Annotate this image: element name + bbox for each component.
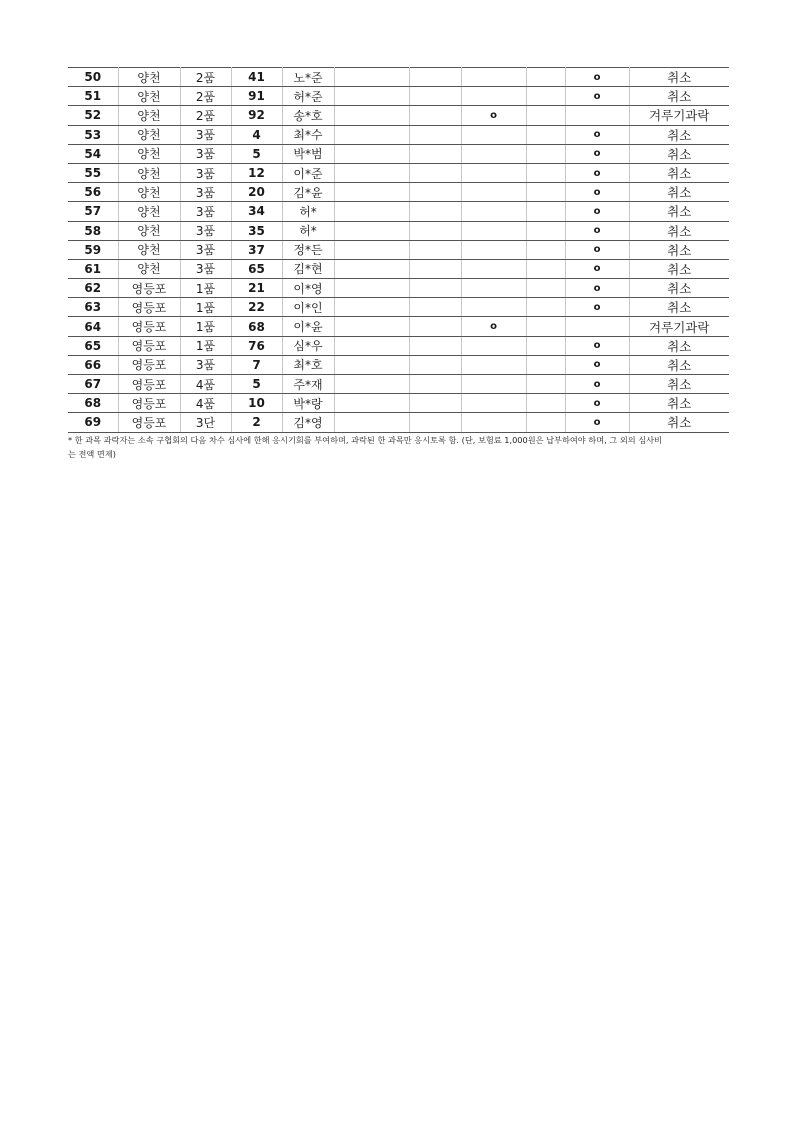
exam-number-cell: 7 bbox=[231, 355, 282, 374]
table-row bbox=[68, 240, 729, 259]
check-cell-1 bbox=[334, 240, 409, 259]
footnote-line-1: * 한 과목 과락자는 소속 구협회의 다음 차수 심사에 한해 응시기회를 부여하며, 과락된 한 과목만 응시토록 함. (단, 보험료 1,000원은 납부하여야 하며, 그 외의 심사비 bbox=[68, 435, 662, 445]
grade-cell: 3품 bbox=[180, 221, 231, 240]
check-cell-5 bbox=[565, 317, 629, 336]
table-row bbox=[68, 106, 729, 125]
name-cell: 김*윤 bbox=[282, 183, 334, 202]
check-cell-1 bbox=[334, 336, 409, 355]
name-cell: 허*준 bbox=[282, 87, 334, 106]
check-cell-3 bbox=[461, 87, 526, 106]
check-cell-1 bbox=[334, 413, 409, 432]
name-cell: 심*우 bbox=[282, 336, 334, 355]
check-cell-2 bbox=[409, 317, 461, 336]
branch-cell: 양천 bbox=[118, 183, 180, 202]
check-cell-4 bbox=[526, 240, 565, 259]
check-cell-4 bbox=[526, 87, 565, 106]
result-cell: 취소 bbox=[629, 259, 729, 278]
check-cell-4 bbox=[526, 68, 565, 87]
exam-number-cell: 34 bbox=[231, 202, 282, 221]
branch-cell: 영등포 bbox=[118, 336, 180, 355]
check-cell-5: o bbox=[565, 183, 629, 202]
name-cell: 송*호 bbox=[282, 106, 334, 125]
check-cell-3: o bbox=[461, 317, 526, 336]
check-cell-3 bbox=[461, 163, 526, 182]
check-cell-4 bbox=[526, 413, 565, 432]
grade-cell: 2품 bbox=[180, 87, 231, 106]
check-cell-3 bbox=[461, 202, 526, 221]
check-cell-2 bbox=[409, 240, 461, 259]
check-cell-3 bbox=[461, 125, 526, 144]
result-cell: 취소 bbox=[629, 144, 729, 163]
row-number: 62 bbox=[68, 279, 118, 298]
grade-cell: 3품 bbox=[180, 183, 231, 202]
name-cell: 최*수 bbox=[282, 125, 334, 144]
result-cell: 취소 bbox=[629, 336, 729, 355]
grade-cell: 3품 bbox=[180, 202, 231, 221]
check-cell-1 bbox=[334, 144, 409, 163]
branch-cell: 영등포 bbox=[118, 375, 180, 394]
check-cell-2 bbox=[409, 279, 461, 298]
row-number: 57 bbox=[68, 202, 118, 221]
result-cell: 취소 bbox=[629, 413, 729, 432]
check-cell-5: o bbox=[565, 298, 629, 317]
check-cell-5: o bbox=[565, 221, 629, 240]
check-cell-2 bbox=[409, 163, 461, 182]
branch-cell: 양천 bbox=[118, 106, 180, 125]
row-number: 66 bbox=[68, 355, 118, 374]
check-cell-4 bbox=[526, 106, 565, 125]
name-cell: 이*영 bbox=[282, 279, 334, 298]
check-cell-2 bbox=[409, 259, 461, 278]
check-cell-5 bbox=[565, 106, 629, 125]
grade-cell: 3품 bbox=[180, 144, 231, 163]
check-cell-1 bbox=[334, 87, 409, 106]
grade-cell: 2품 bbox=[180, 68, 231, 87]
check-cell-1 bbox=[334, 163, 409, 182]
check-cell-4 bbox=[526, 259, 565, 278]
result-cell: 취소 bbox=[629, 355, 729, 374]
table-row bbox=[68, 202, 729, 221]
check-cell-1 bbox=[334, 298, 409, 317]
branch-cell: 양천 bbox=[118, 221, 180, 240]
exam-number-cell: 68 bbox=[231, 317, 282, 336]
exam-number-cell: 12 bbox=[231, 163, 282, 182]
row-number: 54 bbox=[68, 144, 118, 163]
result-cell: 취소 bbox=[629, 394, 729, 413]
check-cell-5: o bbox=[565, 279, 629, 298]
check-cell-4 bbox=[526, 221, 565, 240]
footnote bbox=[68, 433, 738, 461]
check-cell-1 bbox=[334, 125, 409, 144]
grade-cell: 3품 bbox=[180, 355, 231, 374]
check-cell-3 bbox=[461, 183, 526, 202]
check-cell-1 bbox=[334, 394, 409, 413]
name-cell: 주*재 bbox=[282, 375, 334, 394]
result-cell: 취소 bbox=[629, 68, 729, 87]
table-row bbox=[68, 144, 729, 163]
check-cell-3 bbox=[461, 259, 526, 278]
branch-cell: 영등포 bbox=[118, 298, 180, 317]
branch-cell: 양천 bbox=[118, 125, 180, 144]
row-number: 51 bbox=[68, 87, 118, 106]
exam-number-cell: 92 bbox=[231, 106, 282, 125]
check-cell-5: o bbox=[565, 240, 629, 259]
result-cell: 취소 bbox=[629, 279, 729, 298]
result-cell: 취소 bbox=[629, 202, 729, 221]
check-cell-5: o bbox=[565, 394, 629, 413]
branch-cell: 양천 bbox=[118, 259, 180, 278]
branch-cell: 양천 bbox=[118, 202, 180, 221]
name-cell: 정*든 bbox=[282, 240, 334, 259]
name-cell: 박*랑 bbox=[282, 394, 334, 413]
table-row bbox=[68, 298, 729, 317]
exam-number-cell: 5 bbox=[231, 144, 282, 163]
branch-cell: 영등포 bbox=[118, 413, 180, 432]
check-cell-2 bbox=[409, 144, 461, 163]
check-cell-4 bbox=[526, 279, 565, 298]
check-cell-4 bbox=[526, 125, 565, 144]
check-cell-5: o bbox=[565, 68, 629, 87]
check-cell-4 bbox=[526, 375, 565, 394]
branch-cell: 양천 bbox=[118, 68, 180, 87]
check-cell-3 bbox=[461, 355, 526, 374]
table-row bbox=[68, 394, 729, 413]
check-cell-3 bbox=[461, 394, 526, 413]
row-number: 67 bbox=[68, 375, 118, 394]
check-cell-1 bbox=[334, 106, 409, 125]
result-cell: 취소 bbox=[629, 163, 729, 182]
check-cell-4 bbox=[526, 317, 565, 336]
table-row bbox=[68, 355, 729, 374]
check-cell-1 bbox=[334, 183, 409, 202]
check-cell-4 bbox=[526, 394, 565, 413]
check-cell-2 bbox=[409, 298, 461, 317]
check-cell-2 bbox=[409, 106, 461, 125]
check-cell-2 bbox=[409, 394, 461, 413]
table-row bbox=[68, 317, 729, 336]
exam-number-cell: 65 bbox=[231, 259, 282, 278]
check-cell-4 bbox=[526, 144, 565, 163]
check-cell-5: o bbox=[565, 375, 629, 394]
result-cell: 취소 bbox=[629, 298, 729, 317]
check-cell-2 bbox=[409, 355, 461, 374]
table-row bbox=[68, 413, 729, 432]
results-table-body bbox=[68, 68, 729, 433]
exam-number-cell: 35 bbox=[231, 221, 282, 240]
check-cell-1 bbox=[334, 375, 409, 394]
result-cell: 취소 bbox=[629, 221, 729, 240]
exam-number-cell: 76 bbox=[231, 336, 282, 355]
check-cell-4 bbox=[526, 298, 565, 317]
check-cell-3 bbox=[461, 279, 526, 298]
exam-number-cell: 2 bbox=[231, 413, 282, 432]
name-cell: 최*호 bbox=[282, 355, 334, 374]
check-cell-5: o bbox=[565, 125, 629, 144]
grade-cell: 4품 bbox=[180, 394, 231, 413]
check-cell-3 bbox=[461, 298, 526, 317]
check-cell-5: o bbox=[565, 355, 629, 374]
check-cell-1 bbox=[334, 259, 409, 278]
table-row bbox=[68, 259, 729, 278]
name-cell: 이*윤 bbox=[282, 317, 334, 336]
table-row bbox=[68, 279, 729, 298]
branch-cell: 양천 bbox=[118, 87, 180, 106]
check-cell-2 bbox=[409, 413, 461, 432]
check-cell-4 bbox=[526, 183, 565, 202]
result-cell: 취소 bbox=[629, 125, 729, 144]
row-number: 53 bbox=[68, 125, 118, 144]
check-cell-5: o bbox=[565, 144, 629, 163]
row-number: 56 bbox=[68, 183, 118, 202]
check-cell-3 bbox=[461, 336, 526, 355]
check-cell-2 bbox=[409, 183, 461, 202]
check-cell-2 bbox=[409, 87, 461, 106]
table-row bbox=[68, 87, 729, 106]
row-number: 50 bbox=[68, 68, 118, 87]
row-number: 55 bbox=[68, 163, 118, 182]
check-cell-1 bbox=[334, 355, 409, 374]
check-cell-5: o bbox=[565, 202, 629, 221]
branch-cell: 영등포 bbox=[118, 394, 180, 413]
table-row bbox=[68, 375, 729, 394]
check-cell-1 bbox=[334, 279, 409, 298]
grade-cell: 3단 bbox=[180, 413, 231, 432]
check-cell-4 bbox=[526, 355, 565, 374]
check-cell-2 bbox=[409, 375, 461, 394]
exam-number-cell: 41 bbox=[231, 68, 282, 87]
results-table bbox=[68, 67, 729, 433]
result-cell: 겨루기과락 bbox=[629, 317, 729, 336]
result-cell: 취소 bbox=[629, 87, 729, 106]
row-number: 65 bbox=[68, 336, 118, 355]
check-cell-3 bbox=[461, 221, 526, 240]
grade-cell: 4품 bbox=[180, 375, 231, 394]
exam-number-cell: 5 bbox=[231, 375, 282, 394]
grade-cell: 3품 bbox=[180, 240, 231, 259]
grade-cell: 1품 bbox=[180, 279, 231, 298]
check-cell-2 bbox=[409, 125, 461, 144]
check-cell-1 bbox=[334, 317, 409, 336]
name-cell: 허* bbox=[282, 221, 334, 240]
name-cell: 이*준 bbox=[282, 163, 334, 182]
table-row bbox=[68, 221, 729, 240]
grade-cell: 3품 bbox=[180, 163, 231, 182]
name-cell: 김*영 bbox=[282, 413, 334, 432]
check-cell-3 bbox=[461, 68, 526, 87]
check-cell-2 bbox=[409, 221, 461, 240]
branch-cell: 양천 bbox=[118, 163, 180, 182]
check-cell-1 bbox=[334, 202, 409, 221]
row-number: 59 bbox=[68, 240, 118, 259]
name-cell: 허* bbox=[282, 202, 334, 221]
grade-cell: 2품 bbox=[180, 106, 231, 125]
row-number: 52 bbox=[68, 106, 118, 125]
check-cell-4 bbox=[526, 336, 565, 355]
row-number: 61 bbox=[68, 259, 118, 278]
check-cell-1 bbox=[334, 68, 409, 87]
grade-cell: 1품 bbox=[180, 336, 231, 355]
check-cell-2 bbox=[409, 68, 461, 87]
check-cell-1 bbox=[334, 221, 409, 240]
branch-cell: 영등포 bbox=[118, 355, 180, 374]
exam-number-cell: 21 bbox=[231, 279, 282, 298]
table-row bbox=[68, 163, 729, 182]
result-cell: 취소 bbox=[629, 375, 729, 394]
check-cell-5: o bbox=[565, 413, 629, 432]
check-cell-3: o bbox=[461, 106, 526, 125]
table-row bbox=[68, 336, 729, 355]
result-cell: 겨루기과락 bbox=[629, 106, 729, 125]
row-number: 64 bbox=[68, 317, 118, 336]
grade-cell: 3품 bbox=[180, 125, 231, 144]
check-cell-3 bbox=[461, 413, 526, 432]
check-cell-5: o bbox=[565, 259, 629, 278]
result-cell: 취소 bbox=[629, 240, 729, 259]
branch-cell: 영등포 bbox=[118, 279, 180, 298]
check-cell-5: o bbox=[565, 87, 629, 106]
branch-cell: 양천 bbox=[118, 144, 180, 163]
row-number: 68 bbox=[68, 394, 118, 413]
grade-cell: 1품 bbox=[180, 298, 231, 317]
name-cell: 김*현 bbox=[282, 259, 334, 278]
row-number: 63 bbox=[68, 298, 118, 317]
row-number: 58 bbox=[68, 221, 118, 240]
exam-number-cell: 20 bbox=[231, 183, 282, 202]
check-cell-5: o bbox=[565, 336, 629, 355]
branch-cell: 양천 bbox=[118, 240, 180, 259]
exam-number-cell: 37 bbox=[231, 240, 282, 259]
name-cell: 박*범 bbox=[282, 144, 334, 163]
check-cell-5: o bbox=[565, 163, 629, 182]
exam-number-cell: 22 bbox=[231, 298, 282, 317]
footnote-line-2: 는 전액 면제) bbox=[68, 449, 116, 459]
exam-number-cell: 4 bbox=[231, 125, 282, 144]
table-row bbox=[68, 68, 729, 87]
branch-cell: 영등포 bbox=[118, 317, 180, 336]
result-cell: 취소 bbox=[629, 183, 729, 202]
row-number: 69 bbox=[68, 413, 118, 432]
check-cell-3 bbox=[461, 240, 526, 259]
exam-number-cell: 10 bbox=[231, 394, 282, 413]
table-row bbox=[68, 125, 729, 144]
table-row bbox=[68, 183, 729, 202]
check-cell-2 bbox=[409, 202, 461, 221]
check-cell-4 bbox=[526, 202, 565, 221]
check-cell-4 bbox=[526, 163, 565, 182]
grade-cell: 3품 bbox=[180, 259, 231, 278]
check-cell-2 bbox=[409, 336, 461, 355]
name-cell: 이*인 bbox=[282, 298, 334, 317]
grade-cell: 1품 bbox=[180, 317, 231, 336]
check-cell-3 bbox=[461, 144, 526, 163]
check-cell-3 bbox=[461, 375, 526, 394]
name-cell: 노*준 bbox=[282, 68, 334, 87]
exam-number-cell: 91 bbox=[231, 87, 282, 106]
